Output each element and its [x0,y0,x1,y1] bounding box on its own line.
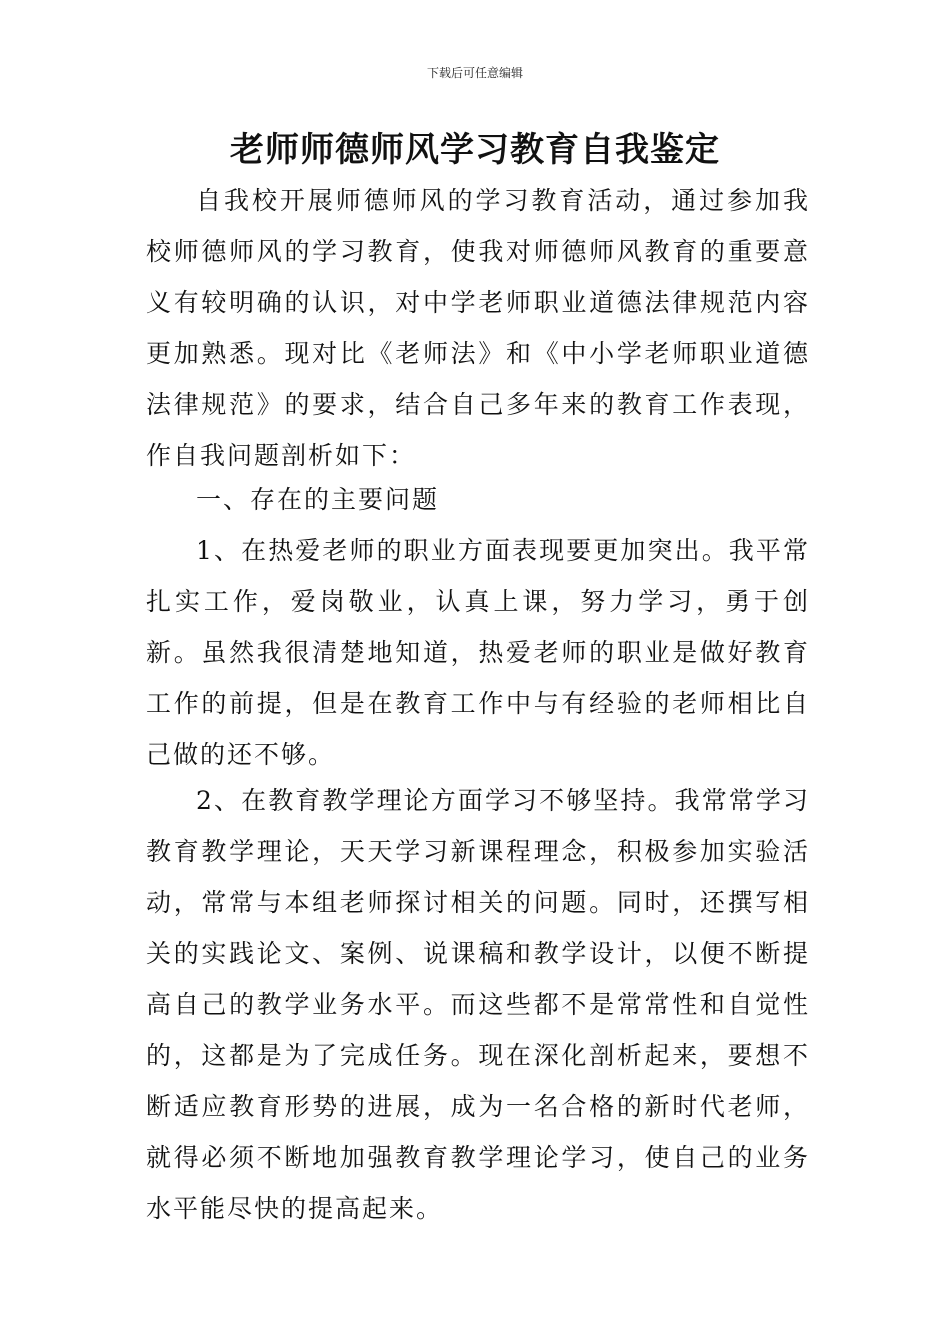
header-note: 下载后可任意编辑 [426,66,523,80]
paragraph-intro: 自我校开展师德师风的学习教育活动，通过参加我校师德师风的学习教育，使我对师德师风教育的重要意义有较明确的认识，对中学老师职业道德法律规范内容更加熟悉。现对比《老师法》和《中小学老师职业道德法律规范》的要求，结合自己多年来的教育工作表现，作自我问题剖析如下： [146,186,810,470]
paragraph-item-1: 1、在热爱老师的职业方面表现要更加突出。我平常扎实工作，爱岗敬业，认真上课，努力学习，勇于创新。虽然我很清楚地知道，热爱老师的职业是做好教育工作的前提，但是在教育工作中与有经验的老师相比自己做的还不够。 [146,536,810,769]
paragraph-item-2: 2、在教育教学理论方面学习不够坚持。我常常学习教育教学理论，天天学习新课程理念，积极参加实验活动，常常与本组老师探讨相关的问题。同时，还撰写相关的实践论文、案例、说课稿和教学设计，以便不断提高自己的教学业务水平。而这些都不是常常性和自觉性的，这都是为了完成任务。现在深化剖析起来，要想不断适应教育形势的进展，成为一名合格的新时代老师，就得必须不断地加强教育教学理论学习，使自己的业务水平能尽快的提高起来。 [146,786,810,1223]
section-heading: 一、存在的主要问题 [196,485,440,514]
page-title: 老师师德师风学习教育自我鉴定 [230,130,720,170]
